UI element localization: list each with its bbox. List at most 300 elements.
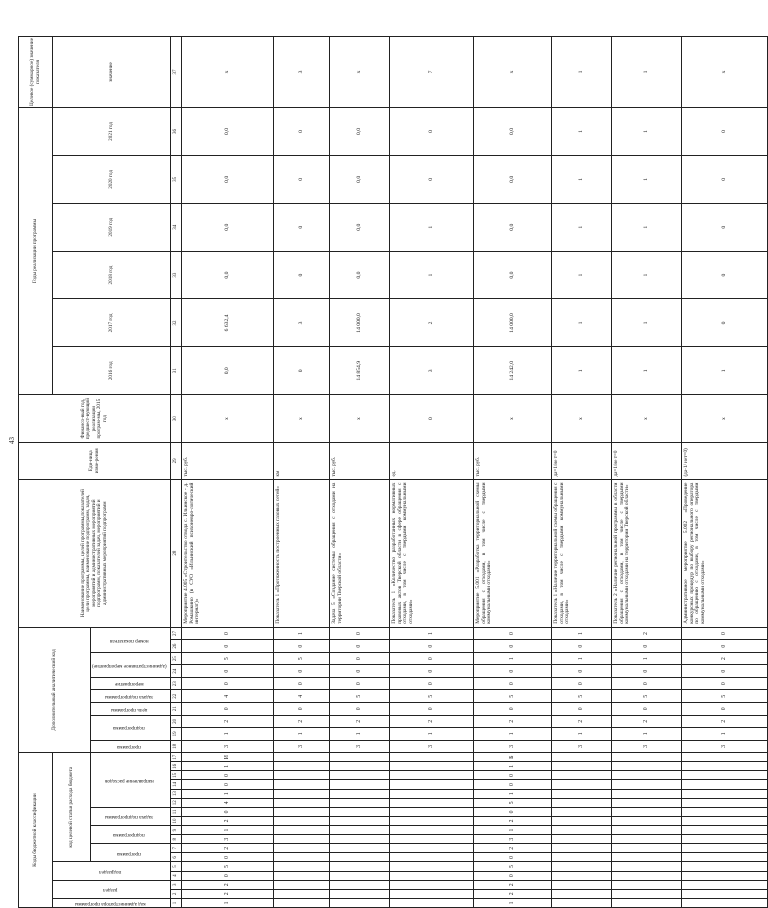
years-group-header: Годы реализации программы xyxy=(19,107,53,394)
column-number: 17 xyxy=(171,753,182,762)
dop-code-digit: 2 xyxy=(330,715,390,728)
kbk-digit xyxy=(330,889,390,898)
kbk-digit: 1 xyxy=(182,762,274,771)
column-number: 35 xyxy=(171,155,182,203)
dop-podprogramma-header: подпрограмма xyxy=(91,715,171,740)
row-year-value: 1 xyxy=(612,347,682,395)
row-year-value: 0,0 xyxy=(474,155,552,203)
target-value-header: значение xyxy=(53,37,171,108)
column-number: 29 xyxy=(171,443,182,479)
dop-code-digit: 0 xyxy=(612,677,682,690)
row-description: Задача 5 «Создание системы обращения с отходами на территории Тверской области» xyxy=(330,479,390,627)
column-number: 28 xyxy=(171,479,182,627)
dop-code-digit: 1 xyxy=(274,627,330,640)
table-row xyxy=(390,37,474,908)
kbk-digit xyxy=(552,862,612,871)
dop-code-digit: 0 xyxy=(330,665,390,678)
column-number: 15 xyxy=(171,771,182,780)
row-target-value: х xyxy=(682,37,768,108)
year-2021-header: 2021 год xyxy=(53,107,171,155)
row-target-value: х xyxy=(330,37,390,108)
kbk-digit xyxy=(682,835,768,844)
kbk-digit: 1 xyxy=(182,898,274,907)
kbk-digit xyxy=(390,880,474,889)
kbk-digit xyxy=(552,853,612,862)
dop-code-digit: 0 xyxy=(612,665,682,678)
column-number: 6 xyxy=(171,853,182,862)
kbk-digit: 2 xyxy=(474,889,552,898)
kbk-digit xyxy=(274,753,330,762)
kbk-digit xyxy=(274,862,330,871)
kbk-digit: 3 xyxy=(182,835,274,844)
row-year-value: 0 xyxy=(274,107,330,155)
row-target-value: х xyxy=(474,37,552,108)
kbk-digit xyxy=(390,853,474,862)
dop-code-digit: 0 xyxy=(330,652,390,665)
dop-code-digit: 1 xyxy=(682,728,768,741)
row-fin-year-value: х xyxy=(474,395,552,443)
dop-code-digit: 0 xyxy=(274,640,330,653)
dop-code-digit: 0 xyxy=(182,640,274,653)
dop-code-digit: 0 xyxy=(552,665,612,678)
kbk-digit xyxy=(552,807,612,816)
kbk-digit xyxy=(390,835,474,844)
row-year-value: 1 xyxy=(612,251,682,299)
dop-code-digit: 1 xyxy=(612,652,682,665)
kbk-digit: 2 xyxy=(182,889,274,898)
row-year-value: 1 xyxy=(612,155,682,203)
dop-code-digit: 1 xyxy=(182,728,274,741)
year-2017-header: 2017 год xyxy=(53,299,171,347)
dop-code-digit: 0 xyxy=(274,677,330,690)
kbk-digit: 1 xyxy=(474,826,552,835)
dop-code-digit: 0 xyxy=(330,677,390,690)
kbk-digit xyxy=(390,798,474,807)
row-unit: да=1/не т=0 xyxy=(552,443,612,479)
row-year-value: 0,0 xyxy=(182,251,274,299)
kbk-digit xyxy=(330,798,390,807)
row-year-value: 3 xyxy=(274,299,330,347)
kbk-digit xyxy=(682,789,768,798)
kbk-digit xyxy=(390,762,474,771)
row-year-value: 0 xyxy=(682,203,768,251)
dop-code-digit: 0 xyxy=(182,677,274,690)
row-year-value: 1 xyxy=(552,251,612,299)
dop-code-digit: 0 xyxy=(474,703,552,716)
kbk-digit xyxy=(390,771,474,780)
kbk-digit: 3 xyxy=(474,835,552,844)
kbk-digit xyxy=(682,880,768,889)
kbk-digit xyxy=(390,753,474,762)
kbk-digit xyxy=(612,835,682,844)
row-target-value: х xyxy=(182,37,274,108)
kbk-digit: 0 xyxy=(182,871,274,880)
column-number: 19 xyxy=(171,728,182,741)
kbk-digit xyxy=(390,844,474,853)
row-year-value: 1 xyxy=(612,299,682,347)
dop-code-digit: 0 xyxy=(474,665,552,678)
column-number: 14 xyxy=(171,780,182,789)
kbk-digit xyxy=(552,762,612,771)
year-2020-header: 2020 год xyxy=(53,155,171,203)
row-year-value: 0 xyxy=(274,347,330,395)
dop-code-header: Дополнительный аналитический код xyxy=(19,627,91,752)
kbk-digit xyxy=(274,780,330,789)
dop-code-digit: 0 xyxy=(330,627,390,640)
row-unit: (да-1/ нет=0) xyxy=(682,443,768,479)
dop-code-digit: 2 xyxy=(552,715,612,728)
dop-code-digit: 0 xyxy=(182,627,274,640)
row-unit: ед. xyxy=(390,443,474,479)
table-row xyxy=(330,37,390,908)
kbk-digit xyxy=(330,844,390,853)
kbk-digit: 5 xyxy=(182,862,274,871)
kbk-digit xyxy=(682,889,768,898)
column-number: 9 xyxy=(171,826,182,835)
column-number: 4 xyxy=(171,871,182,880)
dop-code-digit: 1 xyxy=(274,728,330,741)
kbk-digit xyxy=(390,871,474,880)
kbk-digit xyxy=(330,807,390,816)
row-year-value: 0,0 xyxy=(330,251,390,299)
dop-code-digit: 0 xyxy=(552,703,612,716)
dop-code-digit: 1 xyxy=(612,728,682,741)
kbk-digit xyxy=(552,880,612,889)
dop-code-digit: 4 xyxy=(182,690,274,703)
kbk-digit xyxy=(552,826,612,835)
kbk-digit: 2 xyxy=(182,816,274,825)
table-row xyxy=(612,37,682,908)
row-fin-year-value: х xyxy=(682,395,768,443)
kbk-digit xyxy=(682,844,768,853)
row-year-value: 0,0 xyxy=(182,155,274,203)
row-description: Показатель 1 «Наличие территориальной схемы обращения с отходами, в том числе с твердыми коммунальными отходами» xyxy=(552,479,612,627)
dop-nomer-pokazatelya-header: номер показателя xyxy=(91,627,171,652)
kbk-digit: 2 xyxy=(182,844,274,853)
column-number: 25 xyxy=(171,652,182,665)
dop-code-digit: 2 xyxy=(682,652,768,665)
kbk-digit xyxy=(612,816,682,825)
kbk-digit xyxy=(390,862,474,871)
kbk-digit: 1 xyxy=(474,898,552,907)
dop-code-digit: 3 xyxy=(474,740,552,753)
dop-code-digit: 5 xyxy=(612,690,682,703)
kbk-digit xyxy=(274,880,330,889)
kbk-digit xyxy=(390,816,474,825)
row-year-value: 1 xyxy=(612,203,682,251)
kbk-digit: 2 xyxy=(474,816,552,825)
budget-program-table-sheet xyxy=(18,36,728,908)
dop-code-digit: 3 xyxy=(182,740,274,753)
row-target-value: 1 xyxy=(552,37,612,108)
dop-code-digit: 5 xyxy=(682,690,768,703)
row-description: Показатель 2 «Наличие региональной программы в области обращения с отходами, в том числе с твердыми коммунальными отходами на территории Тверской области» xyxy=(612,479,682,627)
dop-cel-header: цель программы xyxy=(91,703,171,716)
kbk-digit xyxy=(274,844,330,853)
kbk-digit xyxy=(330,816,390,825)
dop-code-digit: 0 xyxy=(552,677,612,690)
kbk-digit xyxy=(612,880,682,889)
dop-code-digit: 3 xyxy=(330,740,390,753)
row-target-value: 1 xyxy=(612,37,682,108)
kbk-digit xyxy=(612,862,682,871)
kbk-digit: 5 xyxy=(474,798,552,807)
kbk-digit: 2 xyxy=(474,844,552,853)
kbk-digit xyxy=(274,798,330,807)
row-year-value: 14 854,9 xyxy=(330,347,390,395)
dop-code-digit: 0 xyxy=(274,703,330,716)
dop-zadacha-header: задача подпрограммы xyxy=(91,690,171,703)
table-row xyxy=(182,37,274,908)
row-unit: тыс. руб. xyxy=(474,443,552,479)
row-description: Мероприятие 4.005 «Строительство отвода с. Ильинское - д. Ромашкино (в СУО «Ильинский психоневро-логический интернат)» xyxy=(182,479,274,627)
dop-code-digit: 5 xyxy=(390,690,474,703)
dop-code-digit: 1 xyxy=(390,627,474,640)
row-year-value: 0 xyxy=(682,299,768,347)
row-year-value: 0,0 xyxy=(330,203,390,251)
row-year-value: 0 xyxy=(274,155,330,203)
column-number: 3 xyxy=(171,880,182,889)
kbk-digit xyxy=(612,889,682,898)
row-year-value: 1 xyxy=(552,203,612,251)
row-year-value: 0,0 xyxy=(182,107,274,155)
dop-code-digit: 3 xyxy=(552,740,612,753)
column-number: 7 xyxy=(171,844,182,853)
row-year-value: 1 xyxy=(612,107,682,155)
unit-header: Еди-ница изме-рения xyxy=(19,443,171,479)
kbk-digit xyxy=(330,862,390,871)
column-number: 37 xyxy=(171,37,182,108)
dop-code-digit: 1 xyxy=(552,627,612,640)
kbk-digit xyxy=(682,853,768,862)
column-number: 16 xyxy=(171,762,182,771)
row-description: Показатель 1 «Количество разработанных нормативных правовых актов Тверской области в сфере обращения с отходами, в том числе с твердыми коммунальными отходами» xyxy=(390,479,474,627)
dop-code-digit: 1 xyxy=(552,652,612,665)
row-unit: да=1/не т=0 xyxy=(612,443,682,479)
kbk-digit xyxy=(330,771,390,780)
kbk-digit xyxy=(612,762,682,771)
kbk-digit xyxy=(612,771,682,780)
kbk-digit xyxy=(330,762,390,771)
kbk-digit xyxy=(330,871,390,880)
dop-code-digit: 2 xyxy=(390,715,474,728)
dop-code-digit: 0 xyxy=(390,652,474,665)
column-number: 11 xyxy=(171,807,182,816)
row-year-value: 2 xyxy=(390,299,474,347)
kbk-digit xyxy=(274,835,330,844)
kbk-digit xyxy=(552,871,612,880)
kbk-digit: 5 xyxy=(474,862,552,871)
kbk-digit xyxy=(612,807,682,816)
kbk-digit: 4 xyxy=(182,798,274,807)
column-number-row xyxy=(171,37,182,908)
column-number: 30 xyxy=(171,395,182,443)
kbk-digit xyxy=(682,762,768,771)
dop-code-digit: 1 xyxy=(390,728,474,741)
column-number: 18 xyxy=(171,740,182,753)
row-year-value: 1 xyxy=(552,155,612,203)
table-body xyxy=(171,37,768,908)
column-number: 22 xyxy=(171,690,182,703)
kbk-digit xyxy=(330,835,390,844)
row-year-value: 0 xyxy=(390,155,474,203)
kbk-digit xyxy=(682,862,768,871)
kbk-digit xyxy=(552,889,612,898)
dop-code-digit: 1 xyxy=(330,728,390,741)
dop-code-digit: 2 xyxy=(682,715,768,728)
kbk-digit xyxy=(612,780,682,789)
podrazdel-header: подраздел xyxy=(53,862,171,880)
dop-code-digit: 3 xyxy=(274,740,330,753)
kbk-digit: 1 xyxy=(182,789,274,798)
kbk-digit xyxy=(274,789,330,798)
kbk-digit xyxy=(390,780,474,789)
dop-code-digit: 5 xyxy=(474,690,552,703)
kbk-digit xyxy=(330,789,390,798)
row-year-value: 0 xyxy=(682,155,768,203)
row-year-value: 0 xyxy=(682,251,768,299)
dop-code-digit: 0 xyxy=(330,640,390,653)
dop-code-digit: 0 xyxy=(182,703,274,716)
column-number: 36 xyxy=(171,107,182,155)
kbk-digit xyxy=(552,835,612,844)
dop-code-digit: 0 xyxy=(390,640,474,653)
row-fin-year-value: 0 xyxy=(390,395,474,443)
kbk-digit: 1 xyxy=(182,826,274,835)
kbk-digit xyxy=(390,789,474,798)
dop-code-digit: 5 xyxy=(274,652,330,665)
table-row xyxy=(682,37,768,908)
page-number: 43 xyxy=(8,437,16,444)
target-header: Целевое (суммарное) значение показателя xyxy=(19,37,53,108)
row-unit: тыс. руб. xyxy=(182,443,274,479)
row-year-value: 6 632,4 xyxy=(182,299,274,347)
year-2019-header: 2019 год xyxy=(53,203,171,251)
row-fin-year-value: х xyxy=(552,395,612,443)
kbk-digit xyxy=(612,898,682,907)
dop-code-digit: 5 xyxy=(182,652,274,665)
row-description: Мероприятие 5.001 «Разработка территориальной схемы обращения с отходами, в том числе с твердыми коммунальными отходами» xyxy=(474,479,552,627)
kbk-digit xyxy=(682,798,768,807)
kbk-digit xyxy=(274,807,330,816)
kbk-digit: И xyxy=(182,753,274,762)
kbk-digit xyxy=(330,898,390,907)
kbk-digit xyxy=(330,753,390,762)
column-number: 12 xyxy=(171,798,182,807)
dop-code-digit: 3 xyxy=(612,740,682,753)
row-year-value: 14 000,0 xyxy=(330,299,390,347)
row-year-value: 0,0 xyxy=(474,203,552,251)
row-year-value: 3 xyxy=(390,347,474,395)
dop-code-digit: 0 xyxy=(390,677,474,690)
kbk-digit: 1 xyxy=(474,762,552,771)
dop-code-digit: 0 xyxy=(682,677,768,690)
row-year-value: 0 xyxy=(274,203,330,251)
kbk-digit xyxy=(552,789,612,798)
dop-code-digit: 0 xyxy=(682,665,768,678)
dop-code-digit: 0 xyxy=(390,665,474,678)
dop-code-digit: 0 xyxy=(390,703,474,716)
dop-code-digit: 2 xyxy=(474,715,552,728)
dop-code-digit: 0 xyxy=(474,640,552,653)
dop-code-digit: 1 xyxy=(474,652,552,665)
column-number: 24 xyxy=(171,665,182,678)
row-year-value: 14 242,0 xyxy=(474,347,552,395)
row-year-value: 1 xyxy=(552,347,612,395)
column-number: 21 xyxy=(171,703,182,716)
column-number: 20 xyxy=(171,715,182,728)
admin-code-header: код администратора программы xyxy=(53,898,171,907)
kbk-digit: 0 xyxy=(474,853,552,862)
dop-code-digit: 0 xyxy=(474,677,552,690)
kbk-digit: 0 xyxy=(182,771,274,780)
table-row xyxy=(274,37,330,908)
kbk-digit xyxy=(552,844,612,853)
column-number: 32 xyxy=(171,299,182,347)
razdel-header: раздел xyxy=(53,880,171,898)
dop-code-digit: 5 xyxy=(552,690,612,703)
row-year-value: 0,0 xyxy=(182,347,274,395)
row-year-value: 0,0 xyxy=(474,107,552,155)
dop-code-digit: 2 xyxy=(612,627,682,640)
dop-code-digit: 0 xyxy=(682,640,768,653)
kbk-digit xyxy=(552,898,612,907)
dop-code-digit: 1 xyxy=(474,728,552,741)
table-row xyxy=(474,37,552,908)
row-year-value: 1 xyxy=(390,251,474,299)
kbk-digit: 0 xyxy=(474,807,552,816)
kbk-digit xyxy=(274,898,330,907)
column-number: 13 xyxy=(171,789,182,798)
kbk-digit xyxy=(682,898,768,907)
column-number: 8 xyxy=(171,835,182,844)
row-year-value: 1 xyxy=(682,347,768,395)
kbk-digit xyxy=(274,853,330,862)
row-year-value: 1 xyxy=(552,299,612,347)
table-row xyxy=(552,37,612,908)
kbk-digit xyxy=(390,898,474,907)
dop-code-digit: 0 xyxy=(612,640,682,653)
kbk-digit xyxy=(682,871,768,880)
dop-code-digit: 0 xyxy=(612,703,682,716)
row-year-value: 0 xyxy=(274,251,330,299)
kbk-digit xyxy=(612,826,682,835)
dop-code-digit: 0 xyxy=(274,665,330,678)
dop-admin-meropriyatie-header: (административное мероприятие) xyxy=(91,652,171,677)
kbk-digit xyxy=(274,826,330,835)
column-number: 33 xyxy=(171,251,182,299)
dop-code-digit: 0 xyxy=(682,627,768,640)
row-fin-year-value: х xyxy=(182,395,274,443)
kbk-digit: 2 xyxy=(182,880,274,889)
dop-code-digit: 0 xyxy=(330,703,390,716)
kbk-digit xyxy=(682,826,768,835)
kbk-digit xyxy=(612,844,682,853)
kbk-digit xyxy=(274,762,330,771)
kbk-digit xyxy=(612,789,682,798)
kbk-digit: Б xyxy=(474,753,552,762)
row-year-value: 14 000,0 xyxy=(474,299,552,347)
column-number: 27 xyxy=(171,627,182,640)
fin-year-header: Финансо-вый год, предшест-вующий реализации програм-мы, 2015 год xyxy=(19,395,171,443)
zadacha-podprogrammy-header: задача подпрограммы xyxy=(91,807,171,825)
kbk-digit xyxy=(682,816,768,825)
napravlenie-raskhodov-header: направление расходов xyxy=(91,753,171,808)
row-description: Административное мероприятие 5.002 «Проведение конкурсных процедур по выбору регионального оператора по обращению с отходами, в том числе с твердыми коммунальными отходами» xyxy=(682,479,768,627)
row-fin-year-value: х xyxy=(274,395,330,443)
kbk-digit xyxy=(682,780,768,789)
column-number: 2 xyxy=(171,889,182,898)
